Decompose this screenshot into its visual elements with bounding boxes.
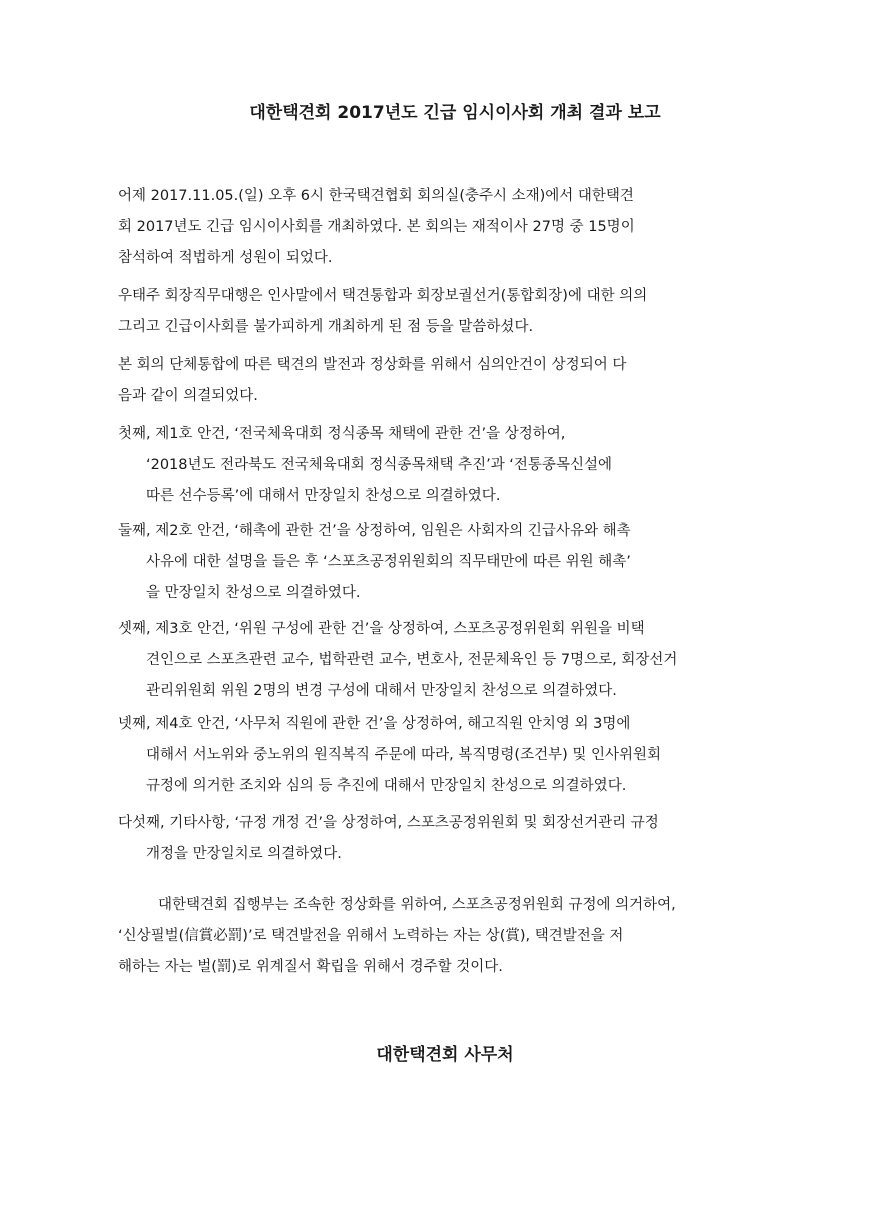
agenda-line: 사유에 대한 설명을 들은 후 ‘스포츠공정위원회의 직무태만에 따른 위원 해촉’ (146, 554, 631, 570)
paragraph-line: 어제 2017.11.05.(일) 오후 6시 한국택견협회 회의실(충주시 소재)에서 대한택견 (118, 188, 634, 204)
agenda-item-1 (118, 419, 758, 512)
closing-line: ‘신상필벌(信賞必罰)’로 택견발전을 위해서 노력하는 자는 상(賞), 택견발전을 저 (118, 928, 624, 944)
paragraph-line: 그리고 긴급이사회를 불가피하게 개최하게 된 점 등을 말씀하셨다. (118, 319, 534, 335)
paragraph-line: 음과 같이 의결되었다. (118, 388, 258, 404)
document-title: 대한택견회 2017년도 긴급 임시이사회 개최 결과 보고 (249, 103, 661, 123)
agenda-line: 견인으로 스포츠관련 교수, 법학관련 교수, 변호사, 전문체육인 등 7명으로, 회장선거 (146, 652, 678, 668)
agenda-line: 규정에 의거한 조치와 심의 등 추진에 대해서 만장일치 찬성으로 의결하였다. (146, 778, 627, 794)
paragraph-line: 회 2017년도 긴급 임시이사회를 개최하였다. 본 회의는 재적이사 27명 중 15명이 (118, 219, 635, 235)
closing-line: 대한택견회 집행부는 조속한 정상화를 위하여, 스포츠공정위원회 규정에 의거하여, (158, 897, 676, 913)
agenda-line: 개정을 만장일치로 의결하였다. (146, 846, 342, 862)
agenda-line: 넷째, 제4호 안건, ‘사무처 직원에 관한 건’을 상정하여, 해고직원 안치영 외 3명에 (118, 716, 631, 732)
paragraph-line: 참석하여 적법하게 성원이 되었다. (118, 250, 333, 266)
agenda-item-5 (118, 808, 758, 870)
agenda-line: 첫째, 제1호 안건, ‘전국체육대회 정식종목 채택에 관한 건’을 상정하여, (118, 426, 566, 442)
signature-office: 대한택견회 사무처 (376, 1045, 514, 1065)
closing-statement (118, 890, 758, 983)
paragraph-meeting-summary (118, 181, 754, 274)
agenda-item-2 (118, 516, 758, 609)
paragraph-greeting (118, 281, 754, 343)
paragraph-line: 본 회의 단체통합에 따른 택견의 발전과 정상화를 위해서 심의안건이 상정되어 다 (118, 357, 627, 373)
agenda-line: 대해서 서노위와 중노위의 원직복직 주문에 따라, 복직명령(조건부) 및 인사위원회 (146, 747, 662, 763)
agenda-line: 따른 선수등록’에 대해서 만장일치 찬성으로 의결하였다. (146, 488, 501, 504)
paragraph-line: 우태주 회장직무대행은 인사말에서 택견통합과 회장보궐선거(통합회장)에 대한 의의 (118, 288, 648, 304)
agenda-line: 둘째, 제2호 안건, ‘해촉에 관한 건’을 상정하여, 임원은 사회자의 긴급사유와 해촉 (118, 523, 631, 539)
paragraph-agenda-intro (118, 350, 754, 412)
agenda-item-4 (118, 709, 758, 802)
agenda-line: 셋째, 제3호 안건, ‘위원 구성에 관한 건’을 상정하여, 스포츠공정위원회 위원을 비택 (118, 621, 645, 637)
agenda-line: 관리위원회 위원 2명의 변경 구성에 대해서 만장일치 찬성으로 의결하였다. (146, 683, 617, 699)
agenda-item-3 (118, 614, 758, 707)
closing-line: 해하는 자는 벌(罰)로 위계질서 확립을 위해서 경주할 것이다. (118, 959, 503, 975)
agenda-line: 을 만장일치 찬성으로 의결하였다. (146, 585, 361, 601)
agenda-line: 다섯째, 기타사항, ‘규정 개정 건’을 상정하여, 스포츠공정위원회 및 회장선거관리 규정 (118, 815, 659, 831)
agenda-line: ‘2018년도 전라북도 전국체육대회 정식종목채택 추진’과 ‘전통종목신설에 (146, 457, 612, 473)
